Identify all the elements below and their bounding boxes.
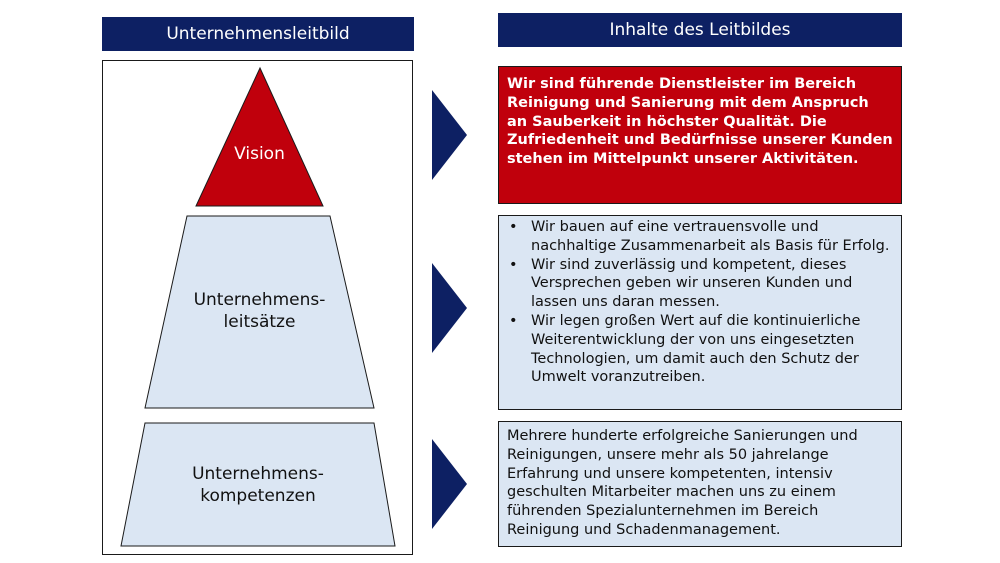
kompetenzen-content-box xyxy=(498,421,902,547)
vision-content-box xyxy=(498,66,902,204)
level-label-kompetenzen: Unternehmens- kompetenzen xyxy=(192,464,324,506)
leitsaetze-content-box xyxy=(498,215,902,410)
pyramid-level-vision xyxy=(196,68,323,206)
list-item: • Wir legen großen Wert auf die kontinuierliche Weiterentwicklung der von uns eingesetzten Technologien, um damit auch den Schutz der Umwelt voranzutreiben. xyxy=(505,312,895,387)
right-panel-title-text: Inhalte des Leitbildes xyxy=(609,20,791,40)
level-label-leitsaetze: Unternehmens- leitsätze xyxy=(193,290,326,332)
kompetenzen-text: Mehrere hunderte erfolgreiche Sanierungen und Reinigungen, unsere mehr als 50 jahrelange Erfahrung und unsere kompetenten, intensiv geschulten Mitarbeiter machen uns zu einem führenden Spezialunternehmen im Bereich Reinigung und Schadenmanagement. xyxy=(507,428,858,538)
right-panel-title xyxy=(498,13,902,47)
arrow-right-icon xyxy=(432,263,467,353)
left-panel-title-text: Unternehmensleitbild xyxy=(166,24,350,44)
level-label-vision: Vision xyxy=(234,144,285,164)
list-item: • Wir bauen auf eine vertrauensvolle und nachhaltige Zusammenarbeit als Basis für Erfolg. xyxy=(505,218,895,256)
pyramid-frame xyxy=(102,60,413,555)
leitsaetze-list xyxy=(505,218,895,387)
arrow-right-icon xyxy=(432,90,467,180)
left-panel-title xyxy=(102,17,414,51)
vision-text: Wir sind führende Dienstleister im Bereich Reinigung und Sanierung mit dem Anspruch an Sauberkeit in höchster Qualität. Die Zufriedenheit und Bedürfnisse unserer Kunden stehen im Mittelpunkt unserer Aktivitäten. xyxy=(507,76,893,168)
list-item: • Wir sind zuverlässig und kompetent, dieses Versprechen geben wir unseren Kunden und lassen uns daran messen. xyxy=(505,256,895,312)
arrow-right-icon xyxy=(432,439,467,529)
